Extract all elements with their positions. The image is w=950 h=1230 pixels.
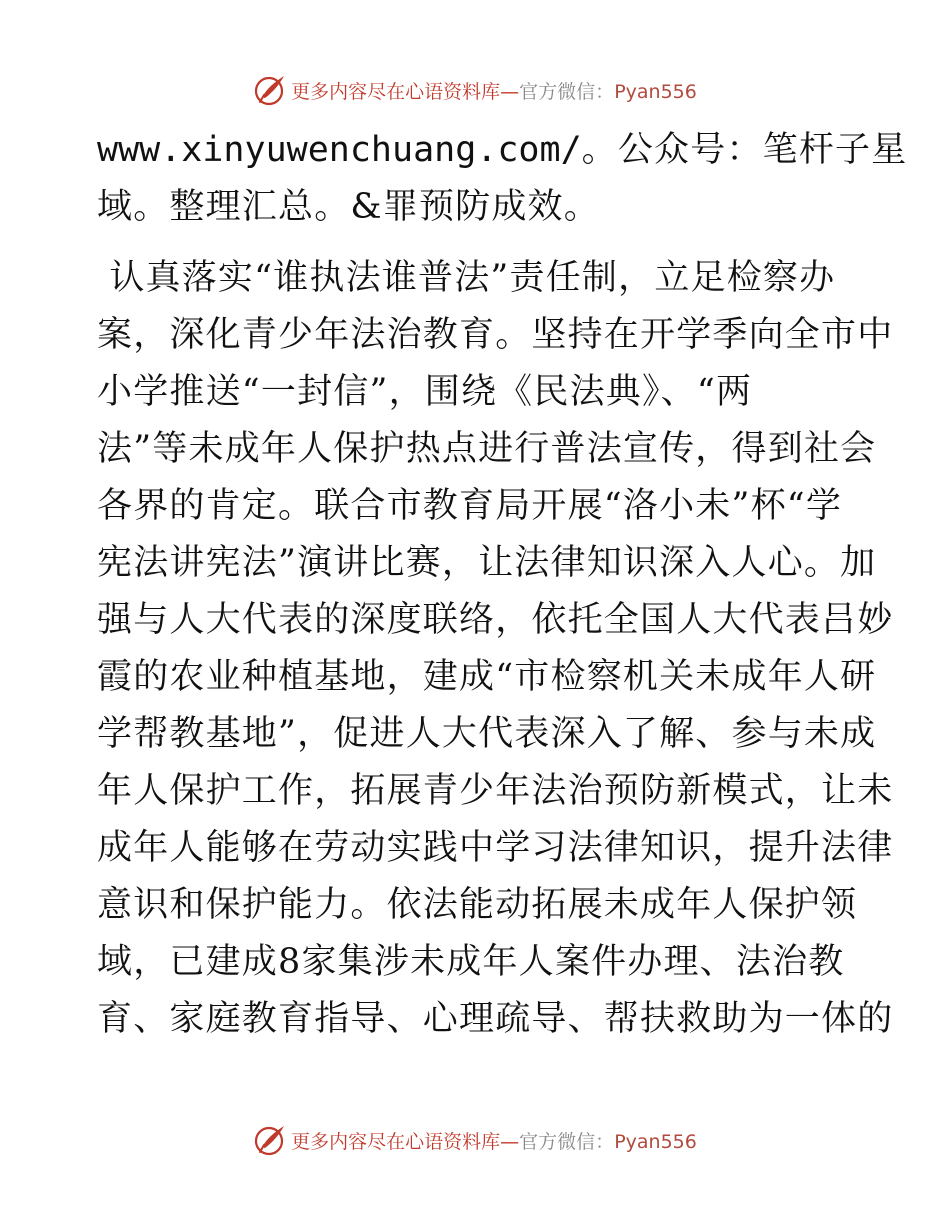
banner-wechat-label: 官方微信： xyxy=(519,80,615,103)
paragraph-line: 意识和保护能力。依法能动拓展未成年人保护领 xyxy=(97,885,858,925)
footer-watermark-banner xyxy=(0,1120,950,1160)
source-url: www.xinyuwenchuang.com/ xyxy=(97,130,582,170)
header-watermark-banner xyxy=(0,70,950,110)
banner-dash: — xyxy=(500,1130,520,1153)
paragraph-line: 强与人大代表的深度联络，依托全国人大代表吕妙 xyxy=(97,600,894,640)
banner-wechat-label: 官方微信： xyxy=(519,1130,615,1153)
banner-brand-text: 更多内容尽在心语资料库 xyxy=(291,1130,501,1153)
banner-wechat-id: Pyan556 xyxy=(614,1130,697,1153)
paragraph-line: 霞的农业种植基地，建成“市检察机关未成年人研 xyxy=(97,657,877,697)
banner-wechat-id: Pyan556 xyxy=(614,80,697,103)
banner-brand-text: 更多内容尽在心语资料库 xyxy=(291,80,501,103)
paragraph-line: 宪法讲宪法”演讲比赛，让法律知识深入人心。加 xyxy=(97,543,877,583)
intro-line-1 xyxy=(97,122,908,179)
paragraph-line: 成年人能够在劳动实践中学习法律知识，提升法律 xyxy=(97,828,894,868)
intro-line-2: 域。整理汇总。&罪预防成效。 xyxy=(97,187,600,227)
paragraph-line: 法”等未成年人保护热点进行普法宣传，得到社会 xyxy=(97,429,877,469)
paragraph-line: 小学推送“一封信”，围绕《民法典》、“两 xyxy=(97,372,753,412)
paragraph-line: 案，深化青少年法治教育。坚持在开学季向全市中 xyxy=(97,315,894,355)
paragraph-line: 认真落实“谁执法谁普法”责任制，立足检察办 xyxy=(97,258,836,298)
paragraph-line: 各界的肯定。联合市教育局开展“洛小未”杯“学 xyxy=(97,486,843,526)
intro-after-url: 。公众号：笔杆子星 xyxy=(581,130,908,170)
paragraph-line: 学帮教基地”，促进人大代表深入了解、参与未成 xyxy=(97,714,877,754)
banner-text xyxy=(291,77,697,104)
banner-text xyxy=(291,1127,697,1154)
document-body xyxy=(97,122,908,1048)
paragraph-line: 年人保护工作，拓展青少年法治预防新模式，让未 xyxy=(97,771,894,811)
paragraph-gap xyxy=(97,236,857,250)
quill-seal-icon xyxy=(253,73,287,107)
paragraph-line: 育、家庭教育指导、心理疏导、帮扶救助为一体的 xyxy=(97,999,894,1039)
quill-seal-icon xyxy=(253,1123,287,1157)
banner-dash: — xyxy=(500,80,520,103)
paragraph-line: 域，已建成8家集涉未成年人案件办理、法治教 xyxy=(97,942,845,982)
